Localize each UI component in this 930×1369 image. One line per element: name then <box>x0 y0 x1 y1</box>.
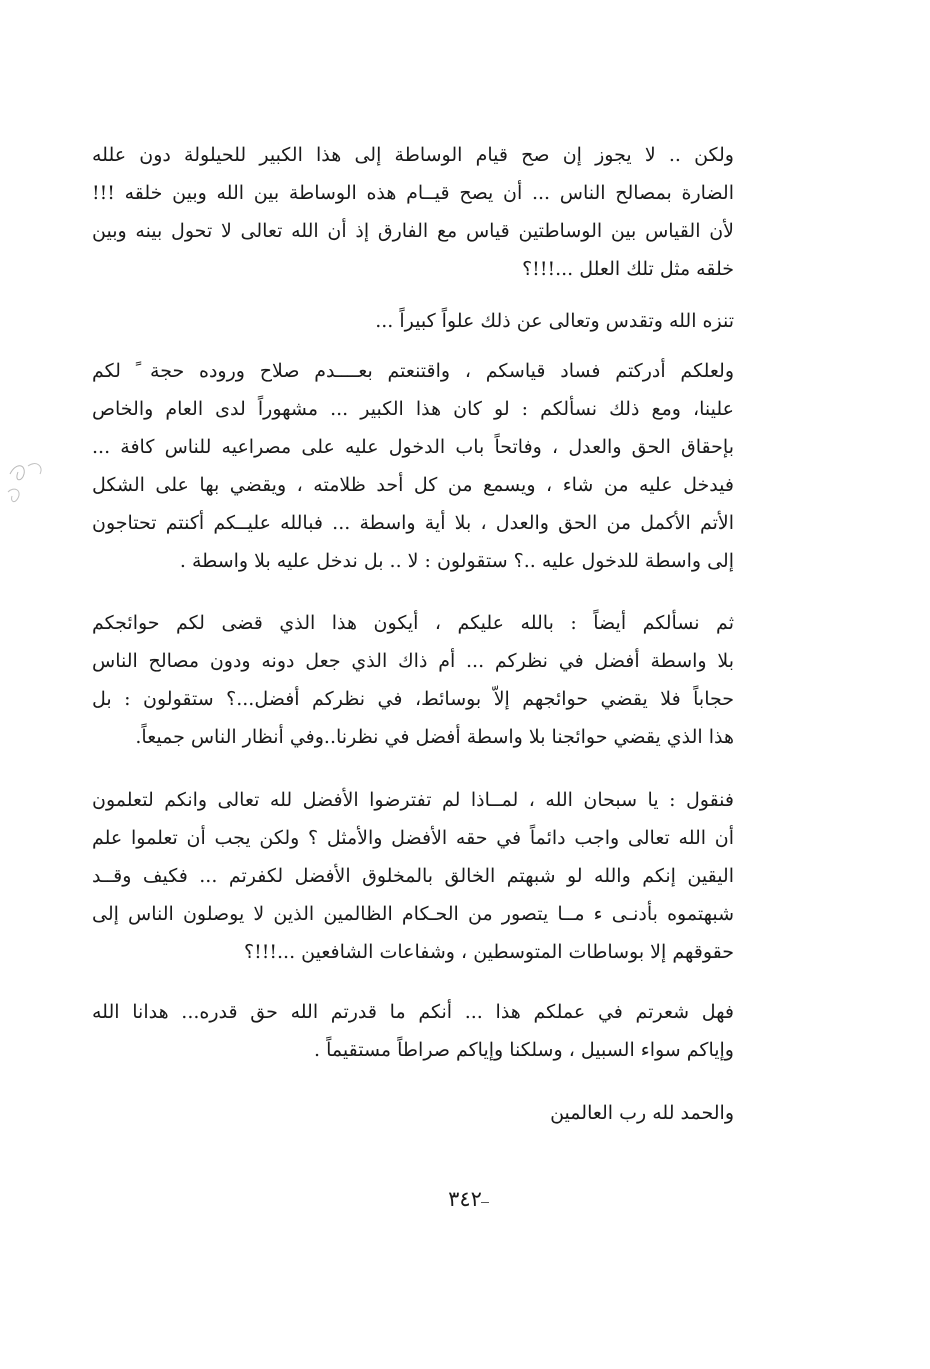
text-line: علينا، ومع ذلك نسألكم : لو كان هذا الكبير ... مشهوراً لدى العام والخاص <box>92 398 734 420</box>
paragraph-5 <box>92 781 734 971</box>
text-line: ثم نسألكم أيضاً : بالله عليكم ، أيكون هذا الذي قضى لكم حوائجكم <box>92 612 734 634</box>
paragraph-3 <box>92 352 734 580</box>
text-line: حجاباً فلا يقضي حوائجهم إلاّ بوسائط، في نظركم أفضل...؟ ستقولون : بل <box>92 688 734 710</box>
text-line: ولكن .. لا يجوز إن صح قيام الوساطة إلى هذا الكبير للحيلولة دون علله <box>92 144 734 166</box>
text-line: الأتم الأكمل من الحق والعدل ، بلا أية واسطة ... فبالله عليــكم أكنتم تحتاجون <box>92 512 734 534</box>
paragraph-1 <box>92 136 734 288</box>
text-line: فيدخل عليه من شاء ، ويسمع من كل أحد ظلامته ، ويقضي بها على الشكل <box>92 474 734 496</box>
text-line: شبهتموه بأدنـى ء مــا يتصور من الحـكام الظالمين الذين لا يوصلون الناس إلى <box>92 903 734 925</box>
text-line: وإياكم سواء السبيل ، وسلكنا وإياكم صراطاً مستقيماً . <box>314 1039 734 1061</box>
closing-line <box>92 1094 734 1132</box>
page-number: ٣٤٢ <box>448 1187 482 1211</box>
paragraph-6 <box>92 993 734 1069</box>
paragraph-2 <box>92 302 734 340</box>
text-line: فنقول : يا سبحان الله ، لمــاذا لم تفترضوا الأفضل لله تعالى وانكم لتعلمون <box>92 789 734 811</box>
text-line: خلقه مثل تلك العلل ...!!!؟ <box>522 258 734 280</box>
paragraph-4 <box>92 604 734 756</box>
text-line: ولعلكم أدركتم فساد قياسكم ، واقتنعتم بعــــدم صلاح وروده حجة ً لكم <box>92 360 734 382</box>
text-line: تنزه الله وتقدس وتعالى عن ذلك علواً كبيراً ... <box>375 310 734 332</box>
text-line: إلى واسطة للدخول عليه ..؟ ستقولون : لا .. بل ندخل عليه بلا واسطة . <box>179 550 734 572</box>
text-line: هذا الذي يقضي حوائجنا بلا واسطة أفضل في نظرنا..وفي أنظار الناس جميعاً. <box>135 726 734 748</box>
text-line: الضارة بمصالح الناس ... أن يصح قيــام هذه الوساطة بين الله وبين خلقه !!! <box>92 182 734 204</box>
text-line: بلا واسطة أفضل في نظركم ... أم ذاك الذي جعل دونه ودون مصالح الناس <box>92 650 734 672</box>
text-line: فهل شعرتم في عملكم هذا ... أنكم ما قدرتم الله حق قدره... هدانا الله <box>92 1001 734 1023</box>
pencil-scribble-icon <box>2 452 48 512</box>
closing-text: والحمد لله رب العالمين <box>550 1102 734 1124</box>
text-line: أن الله تعالى واجب دائماً في حقه الأفضل والأمثل ؟ ولكن يجب أن تعلموا علم <box>92 827 734 849</box>
text-line: لأن القياس بين الوساطتين قياس مع الفارق إذ أن الله تعالى لا تحول بينه وبين <box>92 220 734 242</box>
text-line: اليقين إنكم والله لو شبهتم الخالق بالمخلوق الأفضل لكفرتم ... فكيف وقــد <box>92 865 734 887</box>
text-line: حقوقهم إلا بوساطات المتوسطين ، وشفاعات الشافعين ...!!!؟ <box>244 941 734 963</box>
text-line: بإحقاق الحق والعدل ، وفاتحاً باب الدخول عليه على مصراعيه للناس كافة ... <box>92 436 734 458</box>
